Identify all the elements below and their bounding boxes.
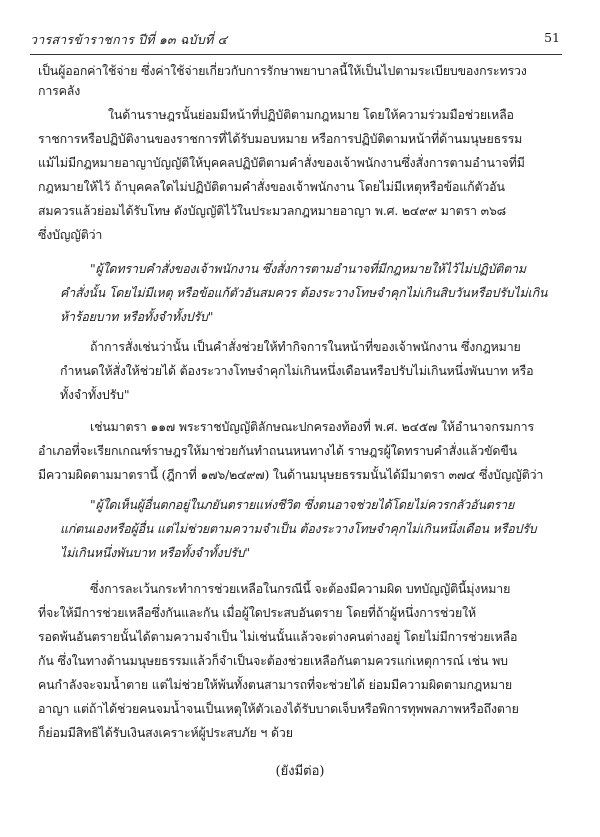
text-line: กฎหมายให้ไว้ ถ้าบุคคลใดไม่ปฏิบัติตามคำสั่งของเจ้าพนักงาน โดยไม่มีเหตุหรือข้อแก้ตัวอัน <box>38 179 505 194</box>
quote-line: ไม่เกินหนึ่งพันบาท หรือทั้งจำทั้งปรับ" <box>60 545 250 560</box>
text-line: ทั้งจำทั้งปรับ" <box>60 387 130 402</box>
text-line: ในด้านราษฎรนั้นย่อมมีหน้าที่ปฏิบัติตามกฎหมาย โดยให้ความร่วมมือช่วยเหลือ <box>108 107 514 122</box>
text-line: ที่จะให้มีการช่วยเหลือซึ่งกันและกัน เมื่อผู้ใดประสบอันตราย โดยที่ถ้าผู้หนึ่งการช่วยให้ <box>38 605 476 620</box>
text-line: ราชการหรือปฏิบัติงานของราชการที่ได้รับมอบหมาย หรือการปฏิบัติตามหน้าที่ด้านมนุษยธรรม <box>38 131 523 146</box>
page-header <box>30 30 560 50</box>
continued-note: (ยังมีต่อ) <box>275 764 325 779</box>
text-line: เป็นผู้ออกค่าใช้จ่าย ซึ่งค่าใช้จ่ายเกี่ยวกับการรักษาพยาบาลนี้ให้เป็นไปตามระเบียบของกระทรวง <box>38 63 527 78</box>
text-line: ซึ่งบัญญัติว่า <box>38 227 103 242</box>
quote-line: "ผู้ใดทราบคำสั่งของเจ้าพนักงาน ซึ่งสั่งการตามอำนาจที่มีกฎหมายให้ไว้ไม่ปฏิบัติตาม <box>90 261 526 276</box>
quote-line: แก่ตนเองหรือผู้อื่น แต่ไม่ช่วยตามความจำเป็น ต้องระวางโทษจำคุกไม่เกินหนึ่งเดือน หรือปรับ <box>60 521 537 536</box>
text-line: เช่นมาตรา ๑๑๗ พระราชบัญญัติลักษณะปกครองท้องที่ พ.ศ. ๒๔๕๗ ให้อำนาจกรมการ <box>90 419 534 434</box>
text-line: แม้ไม่มีกฎหมายอาญาบัญญัติให้บุคคลปฏิบัติตามคำสั่งของเจ้าพนักงานซึ่งสั่งการตามอำนาจที่มี <box>38 155 525 170</box>
text-line: ซึ่งการละเว้นกระทำการช่วยเหลือในกรณีนี้ จะต้องมีความผิด บทบัญญัตินี้มุ่งหมาย <box>90 581 511 596</box>
quote-line: "ผู้ใดเห็นผู้อื่นตกอยู่ในภยันตรายแห่งชีวิต ซึ่งตนอาจช่วยได้โดยไม่ควรกลัวอันตราย <box>90 497 515 512</box>
header-rule <box>30 54 562 55</box>
text-line: กัน ซึ่งในทางด้านมนุษยธรรมแล้วก็จำเป็นจะต้องช่วยเหลือกันตามควรแก่เหตุการณ์ เช่น พบ <box>38 653 508 668</box>
text-line: กำหนดให้สั่งให้ช่วยได้ ต้องระวางโทษจำคุกไม่เกินหนึ่งเดือนหรือปรับไม่เกินหนึ่งพันบาท หรือ <box>60 363 534 378</box>
text-line: สมควรแล้วย่อมได้รับโทษ ดังบัญญัติไว้ในประมวลกฎหมายอาญา พ.ศ. ๒๔๙๙ มาตรา ๓๖๘ <box>38 203 507 218</box>
text-line: ก็ย่อมมีสิทธิได้รับเงินสงเคราะห์ผู้ประสบภัย ฯ ด้วย <box>38 725 293 740</box>
quote-line: ห้าร้อยบาท หรือทั้งจำทั้งปรับ" <box>60 309 214 324</box>
text-line: คนกำลังจะจมน้ำตาย แต่ไม่ช่วยให้พ้นทั้งตนสามารถที่จะช่วยได้ ย่อมมีความผิดตามกฎหมาย <box>38 677 513 692</box>
text-line: มีความผิดตามมาตรานี้ (ฎีกาที่ ๑๗๖/๒๔๙๗) ในด้านมนุษยธรรมนั้นได้มีมาตรา ๓๗๔ ซึ่งบัญญัติว่า <box>38 467 544 482</box>
text-line: อำเภอที่จะเรียกเกณฑ์ราษฎรให้มาช่วยกันทำถนนหนทางได้ ราษฎรผู้ใดทราบคำสั่งแล้วขัดขืน <box>38 443 517 458</box>
quote-line: คำสั่งนั้น โดยไม่มีเหตุ หรือข้อแก้ตัวอันสมควร ต้องระวางโทษจำคุกไม่เกินสิบวันหรือปรับไม่เกิน <box>60 285 548 300</box>
journal-title: วารสารข้าราชการ ปีที่ ๑๓ ฉบับที่ ๔ <box>30 32 228 47</box>
text-line: อาญา แต่ถ้าได้ช่วยคนจมน้ำจนเป็นเหตุให้ตัวเองได้รับบาดเจ็บหรือพิการทุพพลภาพหรือถึงตาย <box>38 701 519 716</box>
text-line: ถ้าการสั่งเช่นว่านั้น เป็นคำสั่งช่วยให้ทำกิจการในหน้าที่ของเจ้าพนักงาน ซึ่งกฎหมาย <box>90 339 521 354</box>
text-line: รอดพ้นอันตรายนั้นได้ตามความจำเป็น ไม่เช่นนั้นแล้วจะต่างคนต่างอยู่ โดยไม่มีการช่วยเหลือ <box>38 629 518 644</box>
page-number: 51 <box>544 30 560 45</box>
text-line: การคลัง <box>38 83 81 98</box>
